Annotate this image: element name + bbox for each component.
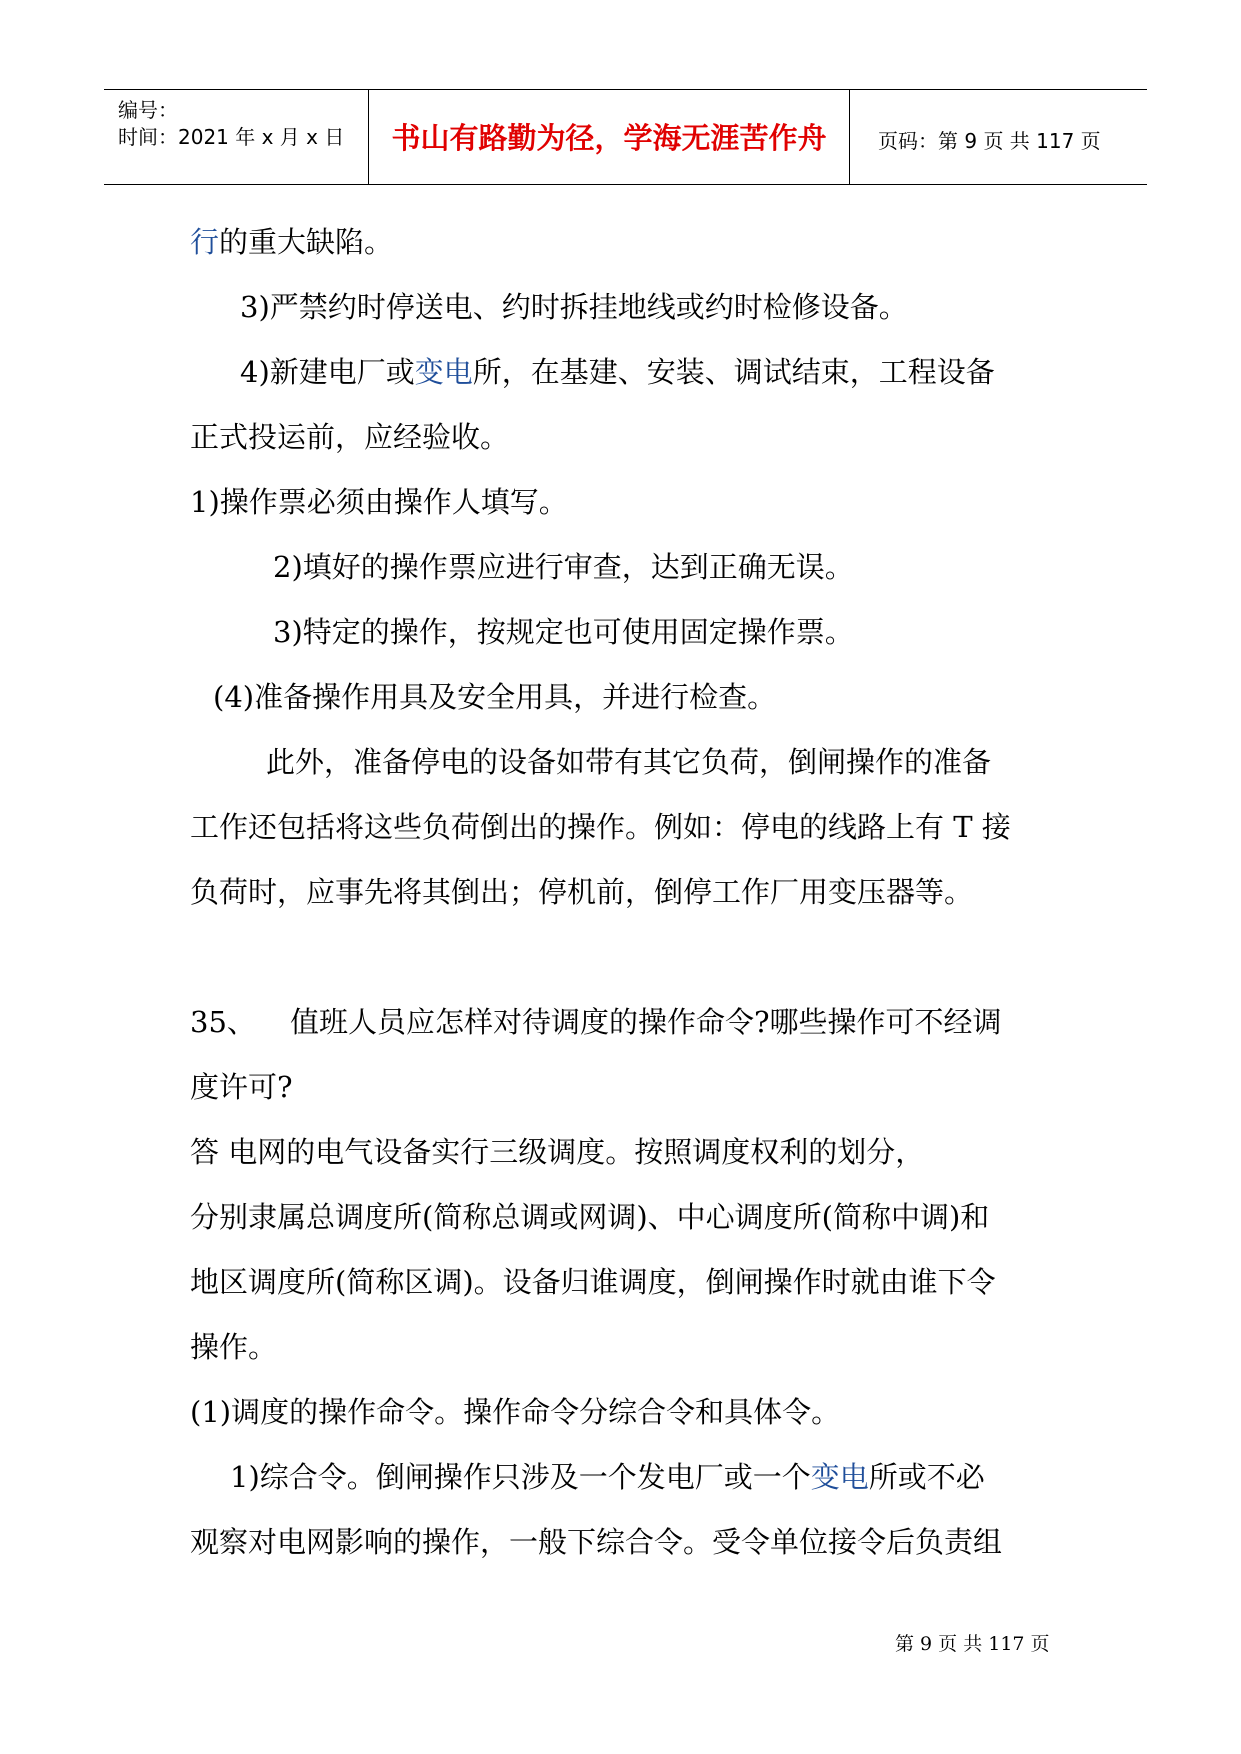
paragraph-line: 操作。 [190, 1330, 278, 1364]
paragraph-line: 3)严禁约时停送电、约时拆挂地线或约时检修设备。 [240, 290, 908, 324]
paragraph-line: 4)新建电厂或变电所，在基建、安装、调试结束，工程设备 [240, 355, 995, 389]
paragraph-line: 观察对电网影响的操作，一般下综合令。受令单位接令后负责组 [190, 1525, 1003, 1559]
paragraph-line: 正式投运前，应经验收。 [190, 420, 510, 454]
paragraph-line: 此外，准备停电的设备如带有其它负荷，倒闸操作的准备 [266, 745, 992, 779]
paragraph-line: 1)操作票必须由操作人填写。 [190, 485, 568, 519]
paragraph-line: (4)准备操作用具及安全用具，并进行检查。 [213, 680, 777, 714]
paragraph-line: 行的重大缺陷。 [190, 225, 394, 259]
paragraph-line: 答 电网的电气设备实行三级调度。按照调度权利的划分， [190, 1135, 925, 1169]
paragraph-line: 负荷时，应事先将其倒出；停机前，倒停工作厂用变压器等。 [190, 875, 974, 909]
motto: 书山有路勤为径，学海无涯苦作舟 [391, 121, 827, 155]
highlighted-term: 变电 [810, 1460, 869, 1494]
page-footer: 第 9 页 共 117 页 [895, 1633, 1050, 1655]
question-number: 35、 [190, 1005, 256, 1039]
paragraph-line: (1)调度的操作命令。操作命令分综合令和具体令。 [190, 1395, 841, 1429]
header-motto-cell [369, 90, 850, 184]
page-info: 页码：第 9 页 共 117 页 [878, 129, 1101, 153]
paragraph-line: 工作还包括将这些负荷倒出的操作。例如：停电的线路上有 T 接 [190, 810, 1011, 844]
time-label: 时间：2021 年 x 月 x 日 [118, 125, 345, 149]
paragraph-line: 地区调度所(简称区调)。设备归谁调度，倒闸操作时就由谁下令 [190, 1265, 996, 1299]
paragraph-line: 2)填好的操作票应进行审查，达到正确无误。 [273, 550, 854, 584]
paragraph-line: 1)综合令。倒闸操作只涉及一个发电厂或一个变电所或不必 [230, 1460, 985, 1494]
serial-label: 编号： [118, 98, 178, 122]
page-header [104, 89, 1147, 185]
question-heading: 值班人员应怎样对待调度的操作命令?哪些操作可不经调 [290, 1005, 1002, 1039]
paragraph-line: 分别隶属总调度所(简称总调或网调)、中心调度所(简称中调)和 [190, 1200, 990, 1234]
paragraph-line: 3)特定的操作，按规定也可使用固定操作票。 [273, 615, 854, 649]
header-meta-cell [104, 90, 369, 184]
highlighted-term: 变电 [414, 355, 473, 389]
paragraph-line: 度许可? [190, 1070, 293, 1104]
header-page-cell [850, 90, 1147, 184]
highlighted-term: 行 [190, 225, 220, 259]
